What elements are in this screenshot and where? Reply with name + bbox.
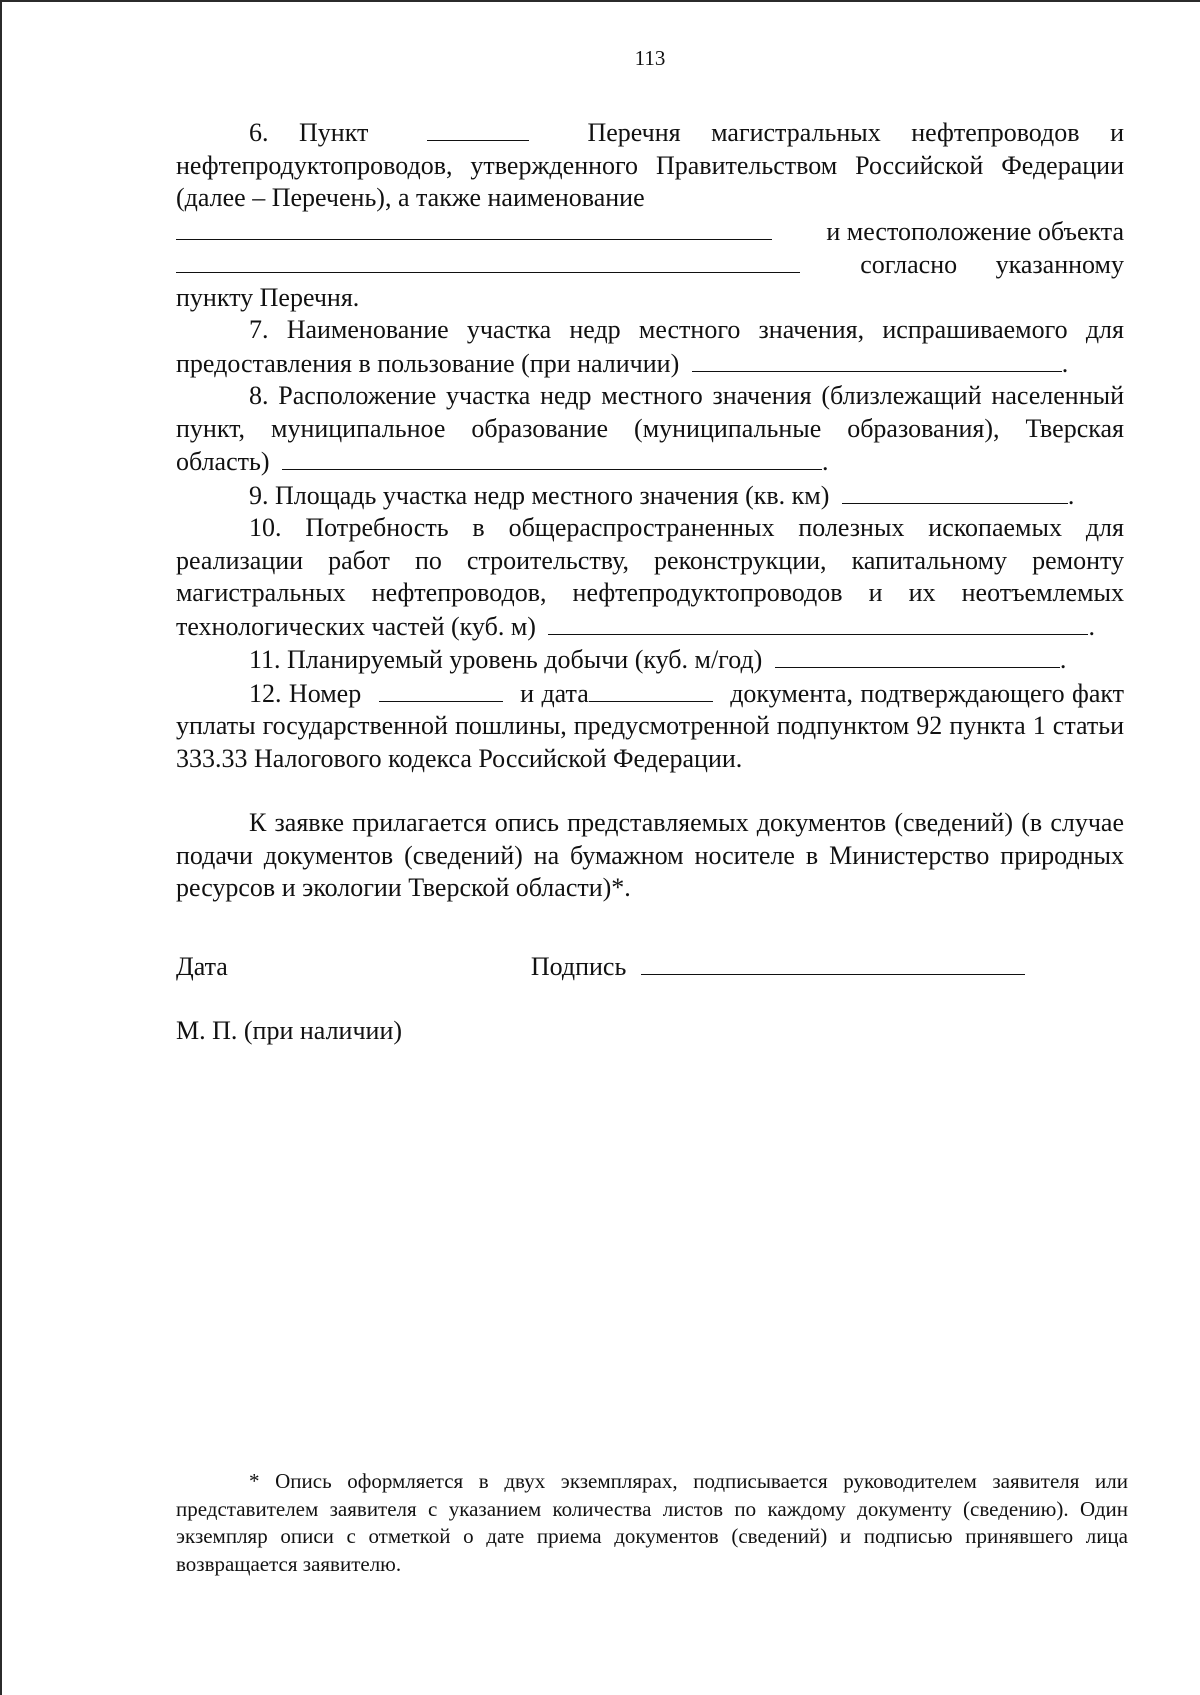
item-9-blank[interactable] <box>842 479 1068 504</box>
item-8: 8. Расположение участка недр местного значения (близлежащий населенный пункт, муниципальное образование (муниципальные образования), Тверская область) . <box>176 381 1124 476</box>
date-label: Дата <box>176 952 228 981</box>
application-form-body <box>176 116 1124 905</box>
item-7-blank[interactable] <box>692 347 1062 372</box>
page-number: 113 <box>634 46 666 70</box>
item-10-blank[interactable] <box>548 610 1088 635</box>
scan-top-edge <box>0 0 1200 2</box>
item-6-object-location-blank[interactable] <box>176 248 800 273</box>
signature-block <box>176 950 1025 982</box>
item-9: 9. Площадь участка недр местного значения (кв. км) . <box>249 480 1075 510</box>
item-6: 6. Пункт Перечня магистральных нефтепроводов и нефтепродуктопроводов, утвержденного Правительством Российской Федерации (далее – Перечень), а также наименование <box>176 118 1124 212</box>
attachment-note: К заявке прилагается опись представляемых документов (сведений) (в случае подачи документов (сведений) на бумажном носителе в Министерство природных ресурсов и экологии Тверской области)*. <box>176 808 1124 902</box>
item-6-end: пункту Перечня. <box>176 282 360 312</box>
item-7: 7. Наименование участка недр местного значения, испрашиваемого для предоставления в пользование (при наличии) . <box>176 315 1124 378</box>
footnote: * Опись оформляется в двух экземплярах, подписывается руководителем заявителя или представителем заявителя с указанием количества листов по каждому документу (сведению). Один экземпляр описи с отметкой о дате приема документов (сведений) и подписью принявшего лица возвращается заявителю. <box>176 1469 1128 1576</box>
signature-label: Подпись <box>530 952 627 981</box>
item-12-date-blank[interactable] <box>589 677 713 702</box>
scan-left-edge <box>0 0 2 1695</box>
item-12-number-blank[interactable] <box>379 677 503 702</box>
item-10: 10. Потребность в общераспространенных полезных ископаемых для реализации работ по строительству, реконструкции, капитальному ремонту магистральных нефтепроводов, нефтепродуктопроводов и их неотъемлемых технологических частей (куб. м) . <box>176 513 1124 641</box>
item-12: 12. Номер и дата документа, подтверждающего факт уплаты государственной пошлины, предусмотренной подпунктом 92 пункта 1 статьи 333.33 Налогового кодекса Российской Федерации. <box>176 678 1125 773</box>
item-6-object-name-row: и местоположение объекта <box>176 215 1124 249</box>
item-6-point-blank[interactable] <box>427 116 529 141</box>
item-6-object-location-row: согласно указанному <box>176 248 1124 282</box>
item-6-object-name-blank[interactable] <box>176 215 772 240</box>
signature-line[interactable] <box>641 950 1025 975</box>
item-11: 11. Планируемый уровень добычи (куб. м/год) . <box>249 645 1067 674</box>
seal-label: М. П. (при наличии) <box>176 1016 403 1045</box>
item-8-blank[interactable] <box>282 445 822 470</box>
item-11-blank[interactable] <box>775 643 1060 668</box>
